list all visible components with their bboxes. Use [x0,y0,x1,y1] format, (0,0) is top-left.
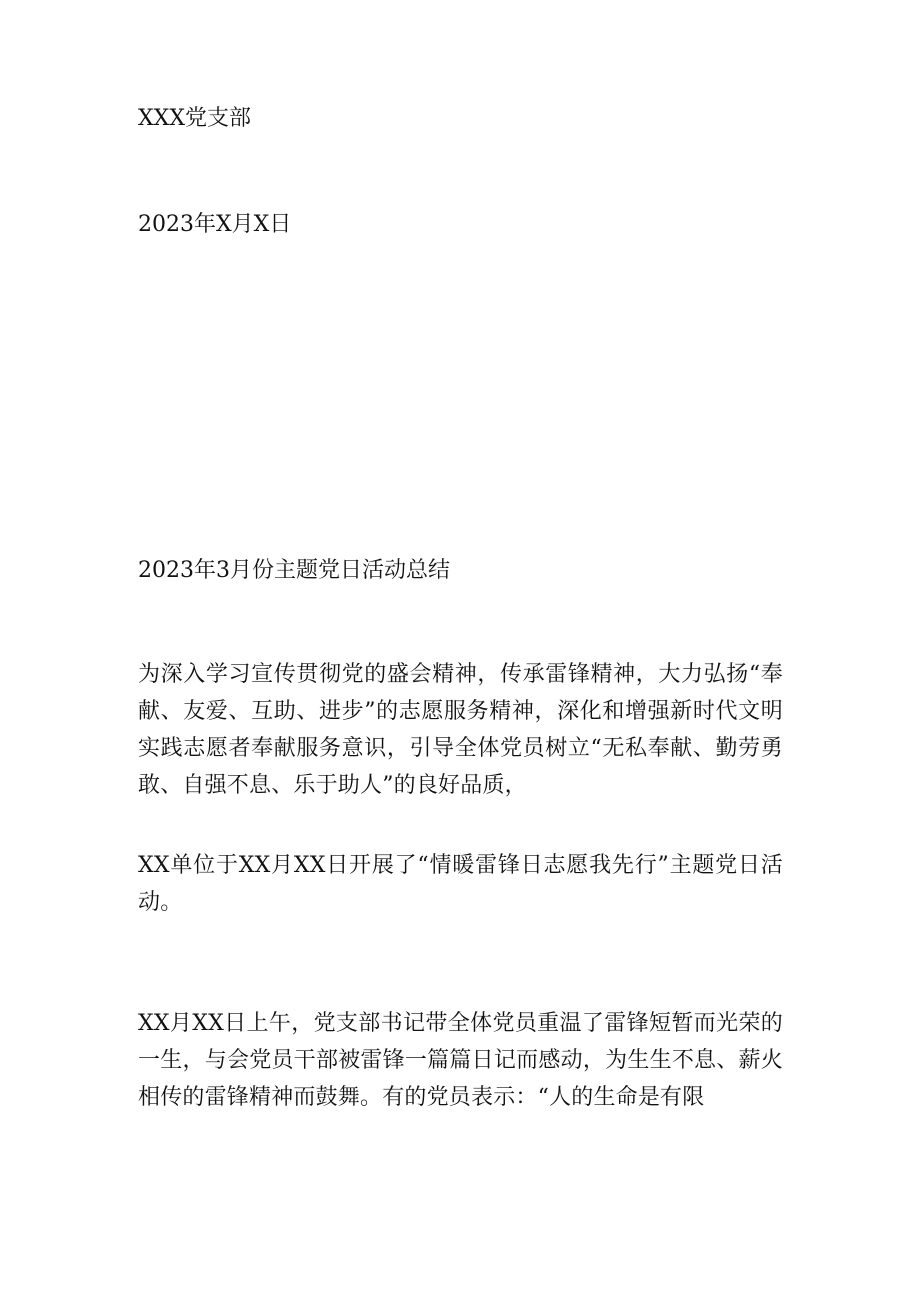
body-paragraph-2: XX单位于XX月XX日开展了“情暖雷锋日志愿我先行”主题党日活动。 [138,853,783,915]
document-title: 2023年3月份主题党日活动总结 [138,558,450,583]
body-paragraph-3: XX月XX日上午，党支部书记带全体党员重温了雷锋短暂而光荣的一生，与会党员干部被雷锋一篇篇日记而感动，为生生不息、薪火相传的雷锋精神而鼓舞。有的党员表示：“人的生命是有限 [138,1011,783,1110]
organization-name: XXX党支部 [138,106,251,131]
body-paragraph-1: 为深入学习宣传贯彻党的盛会精神，传承雷锋精神，大力弘扬“奉献、友爱、互助、进步”的志愿服务精神，深化和增强新时代文明实践志愿者奉献服务意识，引导全体党员树立“无私奉献、勤劳勇敢、自强不息、乐于助人”的良好品质， [138,662,783,798]
document-date: 2023年X月X日 [138,212,292,237]
